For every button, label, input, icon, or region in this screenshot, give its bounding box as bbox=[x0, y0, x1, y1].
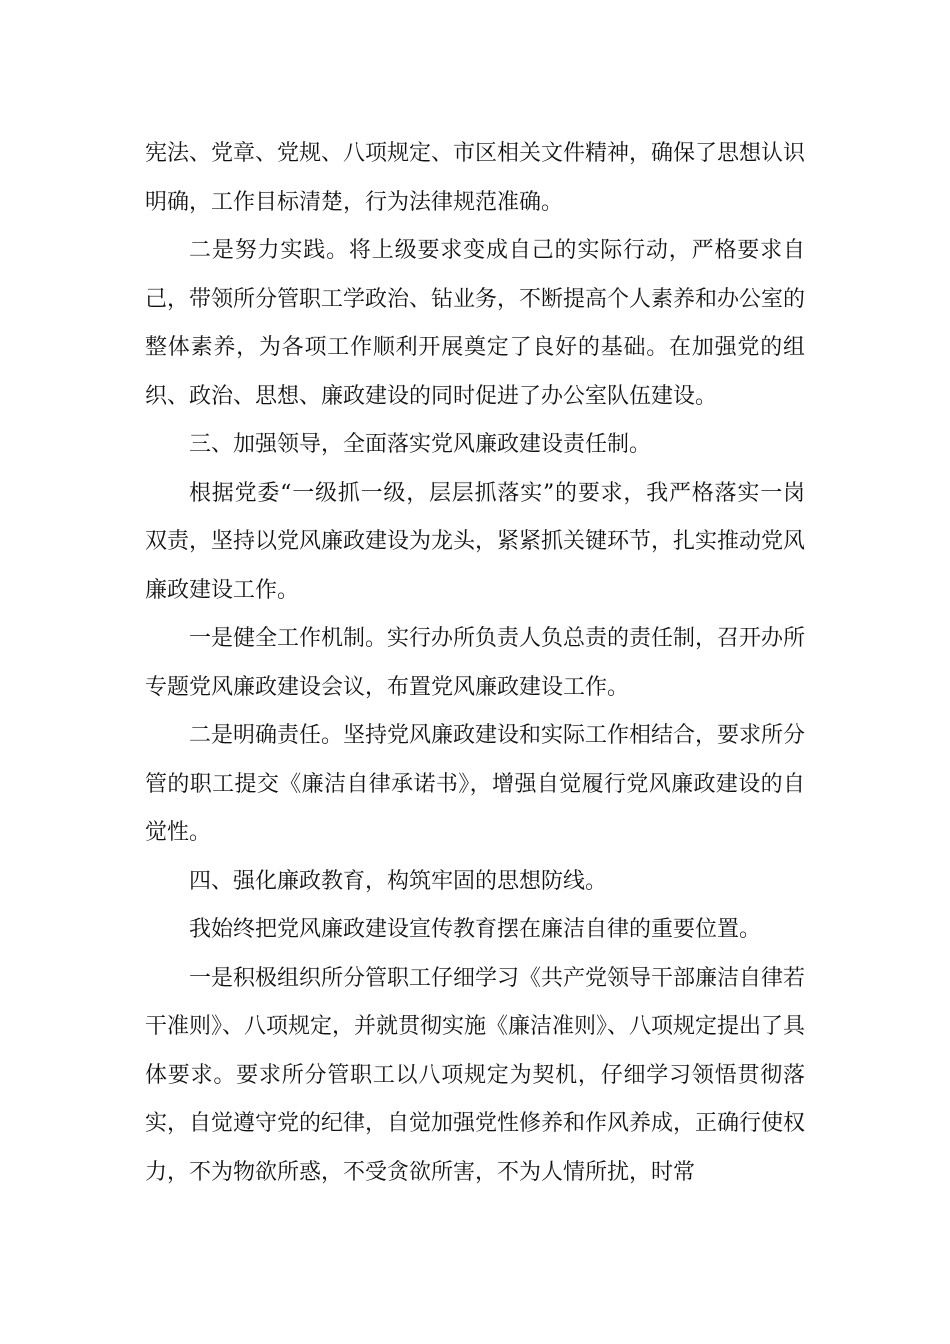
paragraph-responsibility: 二是明确责任。坚持党风廉政建设和实际工作相结合，要求所分管的职工提交《廉洁自律承诺书》，增强自觉履行党风廉政建设的自觉性。 bbox=[145, 723, 806, 845]
paragraph-education-priority: 我始终把党风廉政建设宣传教育摆在廉洁自律的重要位置。 bbox=[189, 917, 762, 942]
paragraph-continuation: 宪法、党章、党规、八项规定、市区相关文件精神，确保了思想认识明确，工作目标清楚，行为法律规范准确。 bbox=[145, 141, 806, 215]
document-body bbox=[145, 130, 805, 1197]
paragraph-study-organization: 一是积极组织所分管职工仔细学习《共产党领导干部廉洁自律若干准则》、八项规定，并就贯彻实施《廉洁准则》、八项规定提出了具体要求。要求所分管职工以八项规定为契机，仔细学习领悟贯彻落实，自觉遵守党的纪律，自觉加强党性修养和作风养成，正确行使权力，不为物欲所惑，不受贪欲所害，不为人情所扰，时常 bbox=[145, 965, 806, 1185]
section-heading-education: 四、强化廉政教育，构筑牢固的思想防线。 bbox=[189, 868, 608, 894]
paragraph-party-requirement: 根据党委“一级抓一级，层层抓落实”的要求，我严格落实一岗双责，坚持以党风廉政建设为龙头，紧紧抓关键环节，扎实推动党风廉政建设工作。 bbox=[145, 480, 806, 603]
paragraph-work-mechanism: 一是健全工作机制。实行办所负责人负总责的责任制，召开办所专题党风廉政建设会议，布置党风廉政建设工作。 bbox=[145, 626, 806, 700]
section-heading-leadership: 三、加强领导，全面落实党风廉政建设责任制。 bbox=[189, 432, 652, 457]
paragraph-practice: 二是努力实践。将上级要求变成自己的实际行动，严格要求自己，带领所分管职工学政治、钻业务，不断提高个人素养和办公室的整体素养，为各项工作顺利开展奠定了良好的基础。在加强党的组织、政治、思想、廉政建设的同时促进了办公室队伍建设。 bbox=[145, 238, 806, 409]
